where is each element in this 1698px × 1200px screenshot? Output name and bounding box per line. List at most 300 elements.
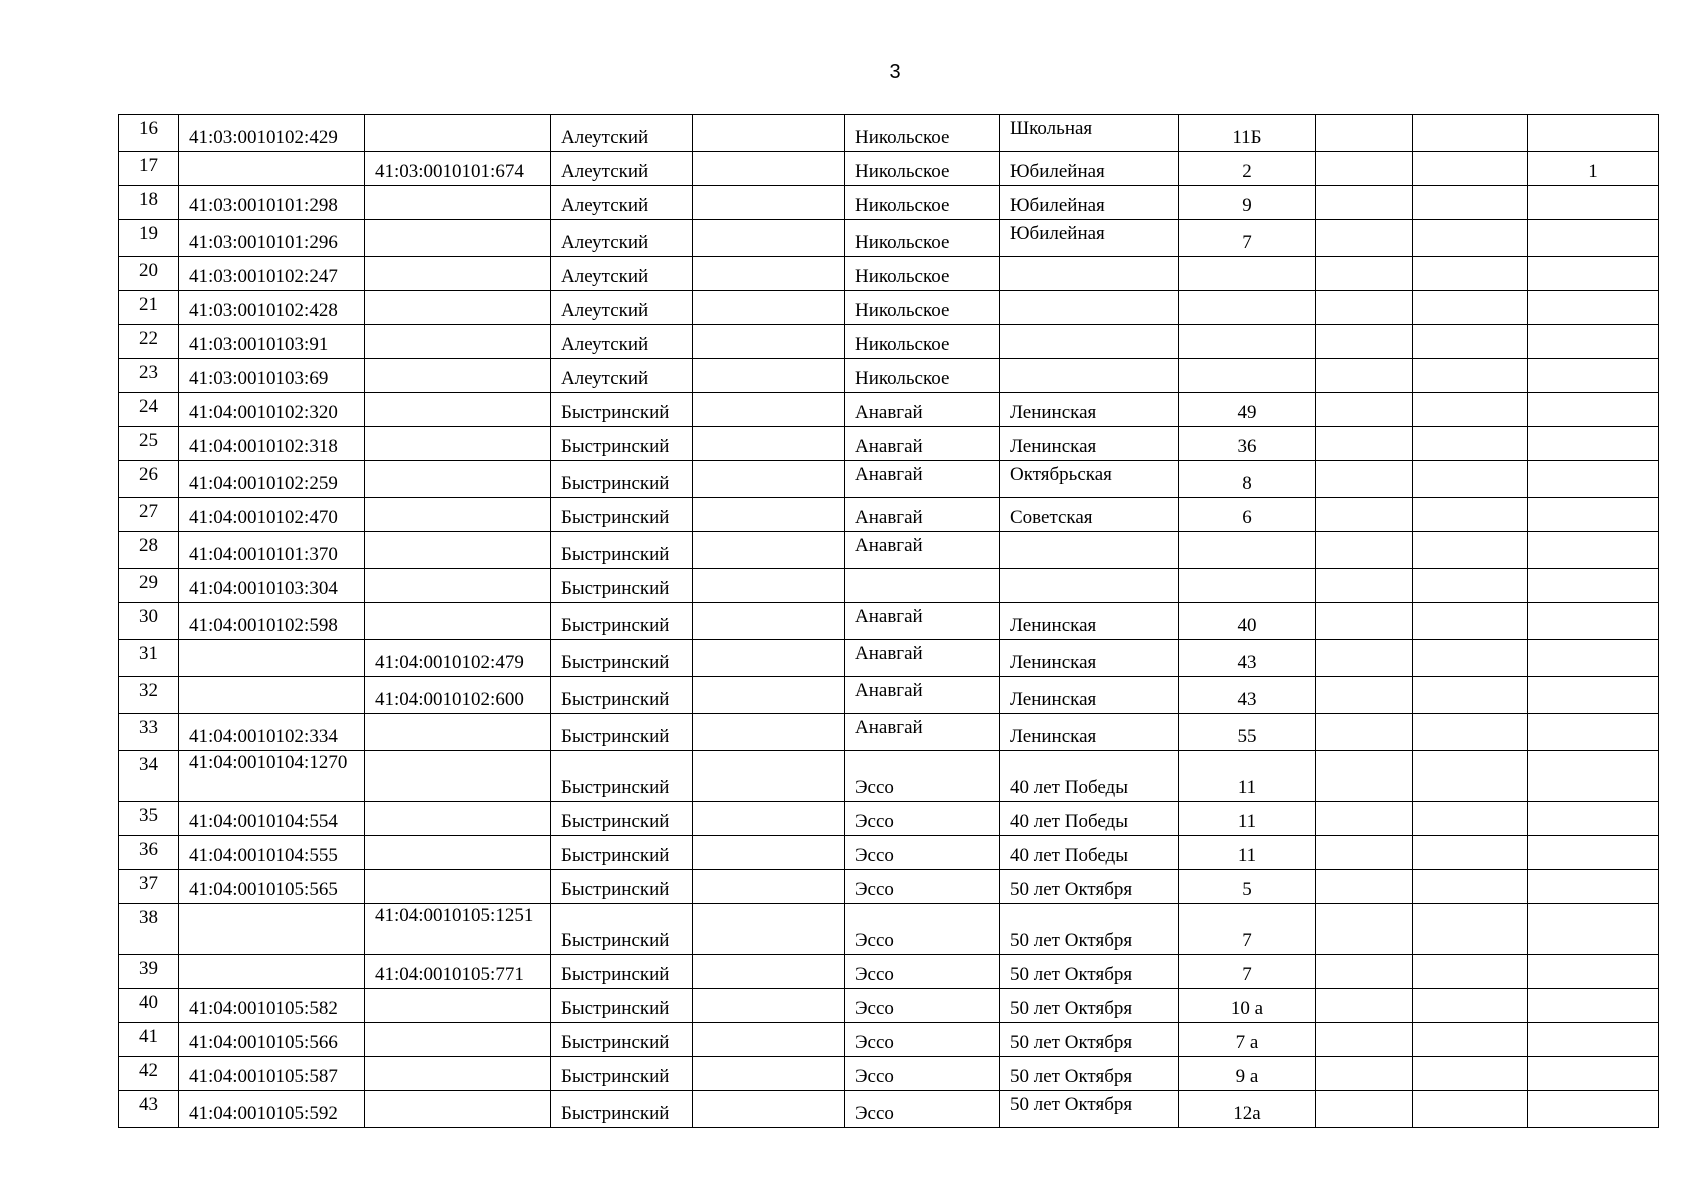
locality-cell: Никольское [845,325,1000,359]
empty-cell [693,220,845,257]
empty-cell [1413,359,1528,393]
locality-cell: Анавгай [845,640,1000,677]
row-number-cell: 43 [119,1091,179,1128]
empty-cell [1413,152,1528,186]
count-cell [1528,393,1659,427]
locality-cell: Эссо [845,1091,1000,1128]
second-cadastral-number-cell [365,751,551,802]
count-cell [1528,677,1659,714]
empty-cell [1413,870,1528,904]
table-row [119,836,1659,870]
second-cadastral-number-cell [365,427,551,461]
house-number-cell [1179,359,1316,393]
cadastral-number-cell: 41:04:0010103:304 [179,569,365,603]
empty-cell [693,603,845,640]
table-row [119,802,1659,836]
table-row [119,955,1659,989]
district-cell: Быстринский [551,393,693,427]
district-cell: Алеутский [551,115,693,152]
street-cell: Ленинская [1000,640,1179,677]
row-number-cell: 16 [119,115,179,152]
cadastral-number-cell: 41:04:0010104:1270 [179,751,365,802]
empty-cell [1316,1023,1413,1057]
count-cell [1528,325,1659,359]
district-cell: Быстринский [551,1023,693,1057]
house-number-cell: 11 [1179,836,1316,870]
empty-cell [1413,393,1528,427]
second-cadastral-number-cell [365,291,551,325]
second-cadastral-number-cell [365,359,551,393]
house-number-cell: 7 [1179,904,1316,955]
empty-cell [1316,325,1413,359]
locality-cell: Эссо [845,802,1000,836]
district-cell: Быстринский [551,640,693,677]
cadastral-number-cell: 41:04:0010105:566 [179,1023,365,1057]
street-cell [1000,325,1179,359]
empty-cell [693,714,845,751]
empty-cell [1316,461,1413,498]
empty-cell [1316,904,1413,955]
second-cadastral-number-cell [365,393,551,427]
second-cadastral-number-cell [365,836,551,870]
count-cell: 1 [1528,152,1659,186]
district-cell: Алеутский [551,220,693,257]
district-cell: Алеутский [551,152,693,186]
locality-cell: Анавгай [845,532,1000,569]
cadastral-number-cell: 41:03:0010103:91 [179,325,365,359]
house-number-cell: 5 [1179,870,1316,904]
cadastral-number-cell: 41:04:0010102:598 [179,603,365,640]
street-cell: Юбилейная [1000,186,1179,220]
cadastral-number-cell [179,904,365,955]
second-cadastral-number-cell [365,532,551,569]
count-cell [1528,498,1659,532]
empty-cell [1316,640,1413,677]
count-cell [1528,291,1659,325]
locality-cell: Эссо [845,1057,1000,1091]
second-cadastral-number-cell: 41:04:0010102:479 [365,640,551,677]
empty-cell [1316,870,1413,904]
empty-cell [1413,186,1528,220]
street-cell: 50 лет Октября [1000,1091,1179,1128]
cadastral-number-cell: 41:04:0010104:555 [179,836,365,870]
empty-cell [693,1057,845,1091]
row-number-cell: 30 [119,603,179,640]
table-row [119,427,1659,461]
registry-table [118,114,1659,1128]
second-cadastral-number-cell [365,1023,551,1057]
cadastral-number-cell [179,152,365,186]
count-cell [1528,220,1659,257]
house-number-cell [1179,291,1316,325]
empty-cell [693,186,845,220]
empty-cell [693,461,845,498]
row-number-cell: 39 [119,955,179,989]
empty-cell [1413,291,1528,325]
house-number-cell: 11 [1179,802,1316,836]
street-cell [1000,569,1179,603]
locality-cell: Эссо [845,989,1000,1023]
cadastral-number-cell: 41:04:0010104:554 [179,802,365,836]
empty-cell [1413,1057,1528,1091]
cadastral-number-cell: 41:03:0010102:247 [179,257,365,291]
house-number-cell: 43 [1179,640,1316,677]
count-cell [1528,186,1659,220]
district-cell: Алеутский [551,257,693,291]
house-number-cell: 40 [1179,603,1316,640]
cadastral-number-cell: 41:04:0010102:318 [179,427,365,461]
locality-cell: Никольское [845,291,1000,325]
district-cell: Быстринский [551,498,693,532]
count-cell [1528,714,1659,751]
house-number-cell [1179,257,1316,291]
street-cell [1000,359,1179,393]
empty-cell [693,677,845,714]
empty-cell [693,1023,845,1057]
street-cell: 40 лет Победы [1000,836,1179,870]
house-number-cell: 2 [1179,152,1316,186]
locality-cell: Никольское [845,115,1000,152]
street-cell: 50 лет Октября [1000,870,1179,904]
row-number-cell: 28 [119,532,179,569]
second-cadastral-number-cell [365,115,551,152]
count-cell [1528,257,1659,291]
empty-cell [1413,461,1528,498]
locality-cell [845,569,1000,603]
locality-cell: Никольское [845,152,1000,186]
table-body [119,115,1659,1128]
count-cell [1528,640,1659,677]
second-cadastral-number-cell: 41:04:0010105:1251 [365,904,551,955]
row-number-cell: 36 [119,836,179,870]
empty-cell [1316,115,1413,152]
count-cell [1528,751,1659,802]
district-cell: Быстринский [551,870,693,904]
empty-cell [1413,677,1528,714]
locality-cell: Эссо [845,870,1000,904]
row-number-cell: 33 [119,714,179,751]
table-row [119,461,1659,498]
street-cell: Советская [1000,498,1179,532]
table-row [119,186,1659,220]
empty-cell [693,359,845,393]
empty-cell [1413,257,1528,291]
street-cell [1000,257,1179,291]
row-number-cell: 42 [119,1057,179,1091]
locality-cell: Анавгай [845,427,1000,461]
empty-cell [1316,955,1413,989]
street-cell [1000,291,1179,325]
empty-cell [693,427,845,461]
count-cell [1528,904,1659,955]
table-row [119,1023,1659,1057]
house-number-cell: 11 [1179,751,1316,802]
cadastral-number-cell [179,640,365,677]
row-number-cell: 17 [119,152,179,186]
locality-cell: Эссо [845,751,1000,802]
empty-cell [1316,532,1413,569]
locality-cell: Эссо [845,904,1000,955]
street-cell: Ленинская [1000,393,1179,427]
district-cell: Быстринский [551,427,693,461]
empty-cell [1316,802,1413,836]
cadastral-number-cell [179,677,365,714]
empty-cell [693,152,845,186]
empty-cell [693,115,845,152]
empty-cell [1413,640,1528,677]
district-cell: Быстринский [551,569,693,603]
empty-cell [693,325,845,359]
empty-cell [1316,152,1413,186]
street-cell: Школьная [1000,115,1179,152]
table-row [119,115,1659,152]
street-cell: 40 лет Победы [1000,751,1179,802]
row-number-cell: 38 [119,904,179,955]
cadastral-number-cell: 41:04:0010105:587 [179,1057,365,1091]
empty-cell [1413,955,1528,989]
cadastral-number-cell: 41:03:0010103:69 [179,359,365,393]
row-number-cell: 34 [119,751,179,802]
table-row [119,393,1659,427]
table-row [119,989,1659,1023]
row-number-cell: 23 [119,359,179,393]
house-number-cell: 43 [1179,677,1316,714]
empty-cell [693,870,845,904]
locality-cell: Анавгай [845,603,1000,640]
table-row [119,257,1659,291]
locality-cell: Эссо [845,1023,1000,1057]
cadastral-number-cell: 41:03:0010101:298 [179,186,365,220]
district-cell: Быстринский [551,751,693,802]
table-row [119,359,1659,393]
house-number-cell: 9 [1179,186,1316,220]
count-cell [1528,955,1659,989]
empty-cell [693,836,845,870]
second-cadastral-number-cell: 41:04:0010102:600 [365,677,551,714]
house-number-cell: 8 [1179,461,1316,498]
district-cell: Быстринский [551,677,693,714]
empty-cell [1413,325,1528,359]
second-cadastral-number-cell: 41:04:0010105:771 [365,955,551,989]
locality-cell: Эссо [845,955,1000,989]
empty-cell [693,569,845,603]
empty-cell [1413,427,1528,461]
row-number-cell: 22 [119,325,179,359]
second-cadastral-number-cell [365,569,551,603]
row-number-cell: 31 [119,640,179,677]
empty-cell [1316,1091,1413,1128]
cadastral-number-cell: 41:04:0010105:592 [179,1091,365,1128]
district-cell: Быстринский [551,836,693,870]
district-cell: Алеутский [551,186,693,220]
second-cadastral-number-cell [365,989,551,1023]
cadastral-number-cell: 41:03:0010102:429 [179,115,365,152]
empty-cell [693,532,845,569]
house-number-cell [1179,325,1316,359]
second-cadastral-number-cell [365,257,551,291]
empty-cell [693,751,845,802]
row-number-cell: 24 [119,393,179,427]
street-cell: 50 лет Октября [1000,1023,1179,1057]
empty-cell [1413,115,1528,152]
second-cadastral-number-cell [365,325,551,359]
row-number-cell: 37 [119,870,179,904]
second-cadastral-number-cell [365,1057,551,1091]
cadastral-number-cell: 41:04:0010102:320 [179,393,365,427]
locality-cell: Анавгай [845,461,1000,498]
locality-cell: Анавгай [845,393,1000,427]
empty-cell [1316,714,1413,751]
empty-cell [693,989,845,1023]
locality-cell: Никольское [845,257,1000,291]
district-cell: Быстринский [551,603,693,640]
street-cell: Ленинская [1000,714,1179,751]
row-number-cell: 27 [119,498,179,532]
empty-cell [1413,498,1528,532]
empty-cell [693,640,845,677]
empty-cell [693,955,845,989]
table-row [119,870,1659,904]
count-cell [1528,989,1659,1023]
second-cadastral-number-cell [365,461,551,498]
empty-cell [1316,836,1413,870]
table-row [119,532,1659,569]
empty-cell [1413,989,1528,1023]
count-cell [1528,802,1659,836]
second-cadastral-number-cell [365,220,551,257]
table-row [119,325,1659,359]
empty-cell [1413,1023,1528,1057]
locality-cell: Никольское [845,220,1000,257]
empty-cell [1413,532,1528,569]
district-cell: Быстринский [551,989,693,1023]
count-cell [1528,115,1659,152]
count-cell [1528,836,1659,870]
second-cadastral-number-cell [365,714,551,751]
district-cell: Быстринский [551,532,693,569]
house-number-cell: 49 [1179,393,1316,427]
count-cell [1528,870,1659,904]
district-cell: Алеутский [551,325,693,359]
table-row [119,220,1659,257]
street-cell [1000,532,1179,569]
district-cell: Быстринский [551,461,693,498]
count-cell [1528,569,1659,603]
street-cell: 50 лет Октября [1000,989,1179,1023]
table-row [119,714,1659,751]
table-row [119,904,1659,955]
count-cell [1528,427,1659,461]
table-row [119,569,1659,603]
empty-cell [1413,603,1528,640]
cadastral-number-cell: 41:04:0010102:470 [179,498,365,532]
street-cell: Октябрьская [1000,461,1179,498]
district-cell: Быстринский [551,1057,693,1091]
empty-cell [1316,186,1413,220]
second-cadastral-number-cell [365,498,551,532]
second-cadastral-number-cell [365,1091,551,1128]
table-row [119,152,1659,186]
district-cell: Алеутский [551,359,693,393]
cadastral-number-cell: 41:03:0010102:428 [179,291,365,325]
empty-cell [1316,291,1413,325]
street-cell: 50 лет Октября [1000,904,1179,955]
house-number-cell: 9 а [1179,1057,1316,1091]
table-row [119,1057,1659,1091]
empty-cell [693,802,845,836]
cadastral-number-cell: 41:04:0010105:582 [179,989,365,1023]
street-cell: Юбилейная [1000,152,1179,186]
house-number-cell: 11Б [1179,115,1316,152]
locality-cell: Анавгай [845,714,1000,751]
cadastral-number-cell: 41:04:0010102:334 [179,714,365,751]
empty-cell [693,393,845,427]
house-number-cell [1179,569,1316,603]
empty-cell [1413,836,1528,870]
empty-cell [693,904,845,955]
empty-cell [1316,1057,1413,1091]
cadastral-number-cell: 41:04:0010101:370 [179,532,365,569]
house-number-cell: 36 [1179,427,1316,461]
row-number-cell: 25 [119,427,179,461]
house-number-cell: 6 [1179,498,1316,532]
empty-cell [1316,427,1413,461]
cadastral-number-cell [179,955,365,989]
empty-cell [1316,677,1413,714]
count-cell [1528,461,1659,498]
count-cell [1528,1023,1659,1057]
count-cell [1528,1091,1659,1128]
empty-cell [693,291,845,325]
street-cell: Ленинская [1000,603,1179,640]
empty-cell [1316,498,1413,532]
table-row [119,603,1659,640]
table-row [119,677,1659,714]
page-number: 3 [889,61,901,83]
empty-cell [1413,220,1528,257]
second-cadastral-number-cell: 41:03:0010101:674 [365,152,551,186]
empty-cell [1316,359,1413,393]
district-cell: Быстринский [551,904,693,955]
empty-cell [1316,393,1413,427]
count-cell [1528,532,1659,569]
row-number-cell: 19 [119,220,179,257]
count-cell [1528,359,1659,393]
empty-cell [1316,751,1413,802]
empty-cell [1413,714,1528,751]
row-number-cell: 41 [119,1023,179,1057]
house-number-cell: 12а [1179,1091,1316,1128]
street-cell: 50 лет Октября [1000,1057,1179,1091]
locality-cell: Анавгай [845,498,1000,532]
table-row [119,291,1659,325]
locality-cell: Никольское [845,359,1000,393]
house-number-cell: 55 [1179,714,1316,751]
count-cell [1528,603,1659,640]
empty-cell [1316,569,1413,603]
empty-cell [1413,751,1528,802]
empty-cell [693,257,845,291]
street-cell: Ленинская [1000,677,1179,714]
cadastral-number-cell: 41:04:0010105:565 [179,870,365,904]
row-number-cell: 18 [119,186,179,220]
street-cell: Юбилейная [1000,220,1179,257]
house-number-cell: 10 а [1179,989,1316,1023]
house-number-cell [1179,532,1316,569]
empty-cell [693,1091,845,1128]
row-number-cell: 40 [119,989,179,1023]
second-cadastral-number-cell [365,802,551,836]
